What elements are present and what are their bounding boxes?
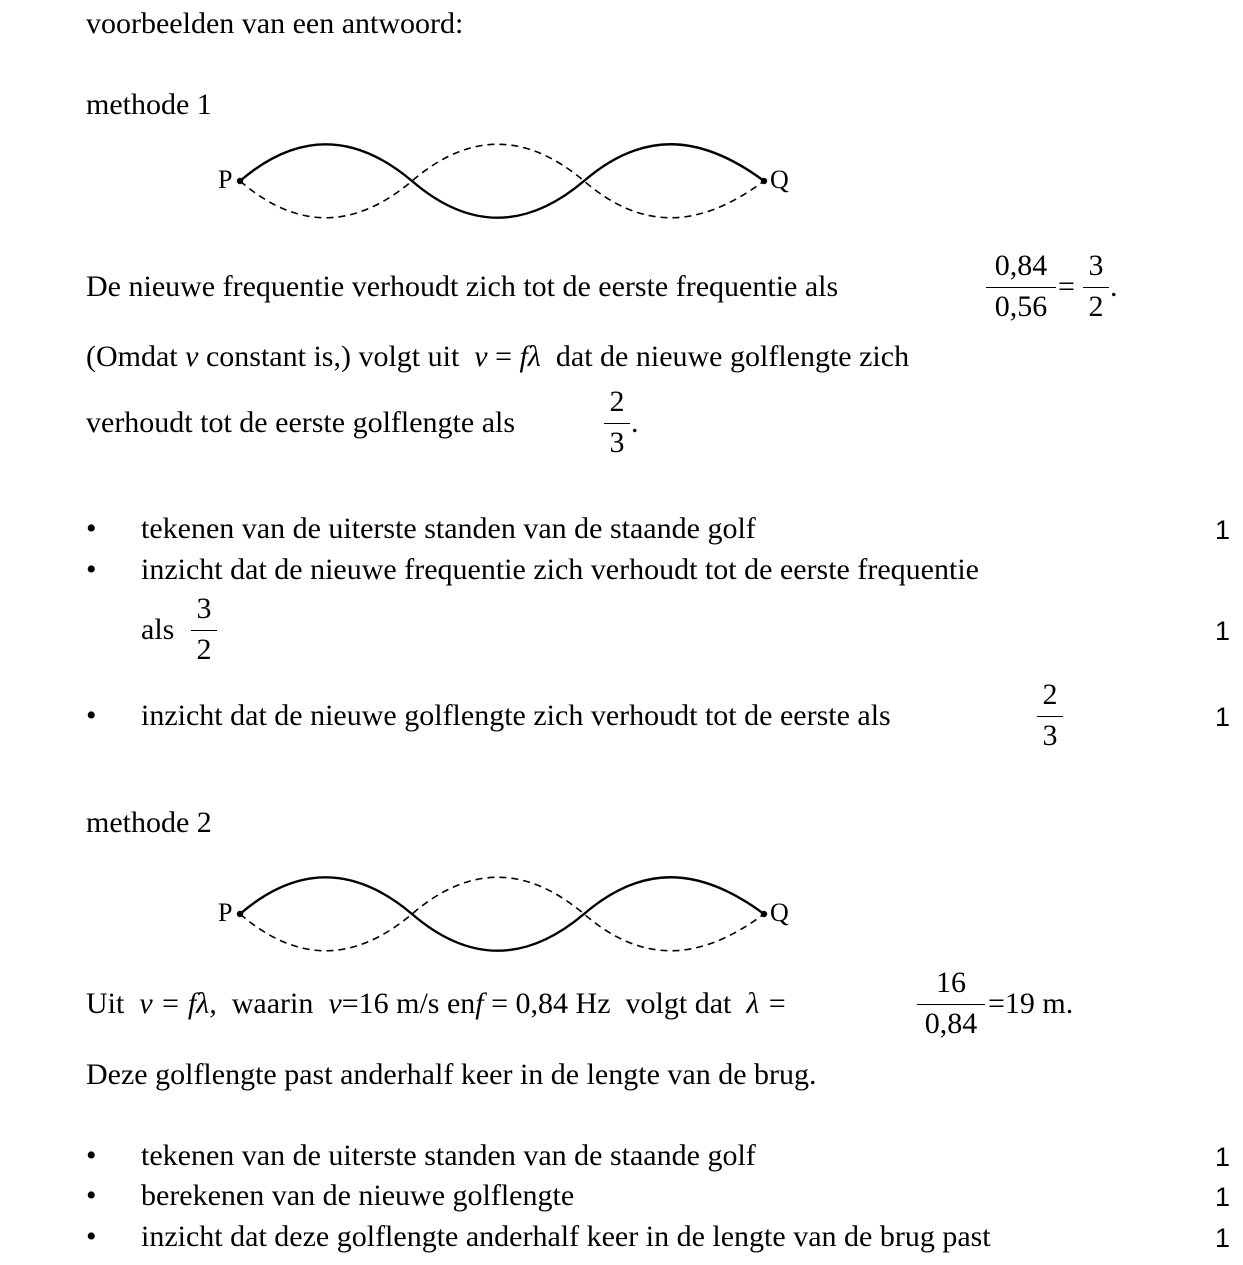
method1-line1-equals: = [1058,270,1075,303]
method1-criterion3-bullet: • [86,699,97,732]
method1-criterion3-text: inzicht dat de nieuwe golflengte zich verhoudt tot de eerste als [141,699,891,732]
method2-criterion3-score: 1 [1215,1223,1231,1253]
method1-criterion3-score: 1 [1215,702,1231,732]
method1-line3-period: . [631,406,639,439]
method2-label-q: Q [770,898,789,927]
wave-dashed-curve [240,144,764,218]
method1-criterion1-text: tekenen van de uiterste standen van de staande golf [141,512,756,545]
method2-heading: methode 2 [86,806,212,839]
method1-label-p: P [218,165,233,194]
method1-criterion1-score: 1 [1215,515,1231,545]
method1-line1-fraction2: 3 2 [1083,249,1109,324]
method2-label-p: P [218,898,233,927]
method2-criterion1-score: 1 [1215,1142,1231,1172]
method2-criterion2-bullet: • [86,1179,97,1212]
method2-criterion1-bullet: • [86,1139,97,1172]
point-p-dot [237,178,243,184]
method1-line1-period: . [1110,270,1118,303]
method1-heading: methode 1 [86,88,212,121]
method1-criterion1-bullet: • [86,512,97,545]
method1-criterion2-bullet: • [86,553,97,586]
method2-criterion3-text: inzicht dat deze golflengte anderhalf keer in de lengte van de brug past [141,1220,991,1253]
method2-standing-wave-diagram [210,873,810,958]
wave-solid-curve [240,144,764,218]
method1-standing-wave-diagram [210,140,810,225]
method1-line1-fraction1: 0,84 0,56 [986,249,1056,324]
wave-dashed-curve [240,877,764,951]
method1-criterion2-score: 1 [1215,616,1231,646]
method2-criterion1-text: tekenen van de uiterste standen van de staande golf [141,1139,756,1172]
method1-criterion2-text: inzicht dat de nieuwe frequentie zich verhoudt tot de eerste frequentie [141,553,979,586]
method2-line2-text: Deze golflengte past anderhalf keer in de lengte van de brug. [86,1058,817,1091]
method2-criterion2-score: 1 [1215,1182,1231,1212]
method2-line1-result: =19 m. [988,987,1074,1020]
method2-line1: Uit v = fλ, waarin v=16 m/s enf = 0,84 Hz volgt dat λ = [86,987,788,1020]
method1-line3-text: verhoudt tot de eerste golflengte als [86,406,516,439]
wave-solid-curve [240,877,764,951]
method1-criterion3-fraction: 2 3 [1037,678,1063,753]
method2-criterion2-text: berekenen van de nieuwe golflengte [141,1179,575,1212]
method1-line2: (Omdat v constant is,) volgt uit v = fλ dat de nieuwe golflengte zich [86,340,910,373]
point-p-dot [237,911,243,917]
method1-line1-text: De nieuwe frequentie verhoudt zich tot de eerste frequentie als [86,270,839,303]
point-q-dot [761,178,767,184]
point-q-dot [761,911,767,917]
intro-text: voorbeelden van een antwoord: [86,7,464,40]
method2-criterion3-bullet: • [86,1220,97,1253]
method1-line3-fraction: 2 3 [604,385,630,460]
method1-criterion2-fraction: 3 2 [191,592,217,667]
method1-criterion2-text2: als [141,613,175,646]
method2-line1-fraction: 16 0,84 [917,966,985,1041]
method1-label-q: Q [770,165,789,194]
